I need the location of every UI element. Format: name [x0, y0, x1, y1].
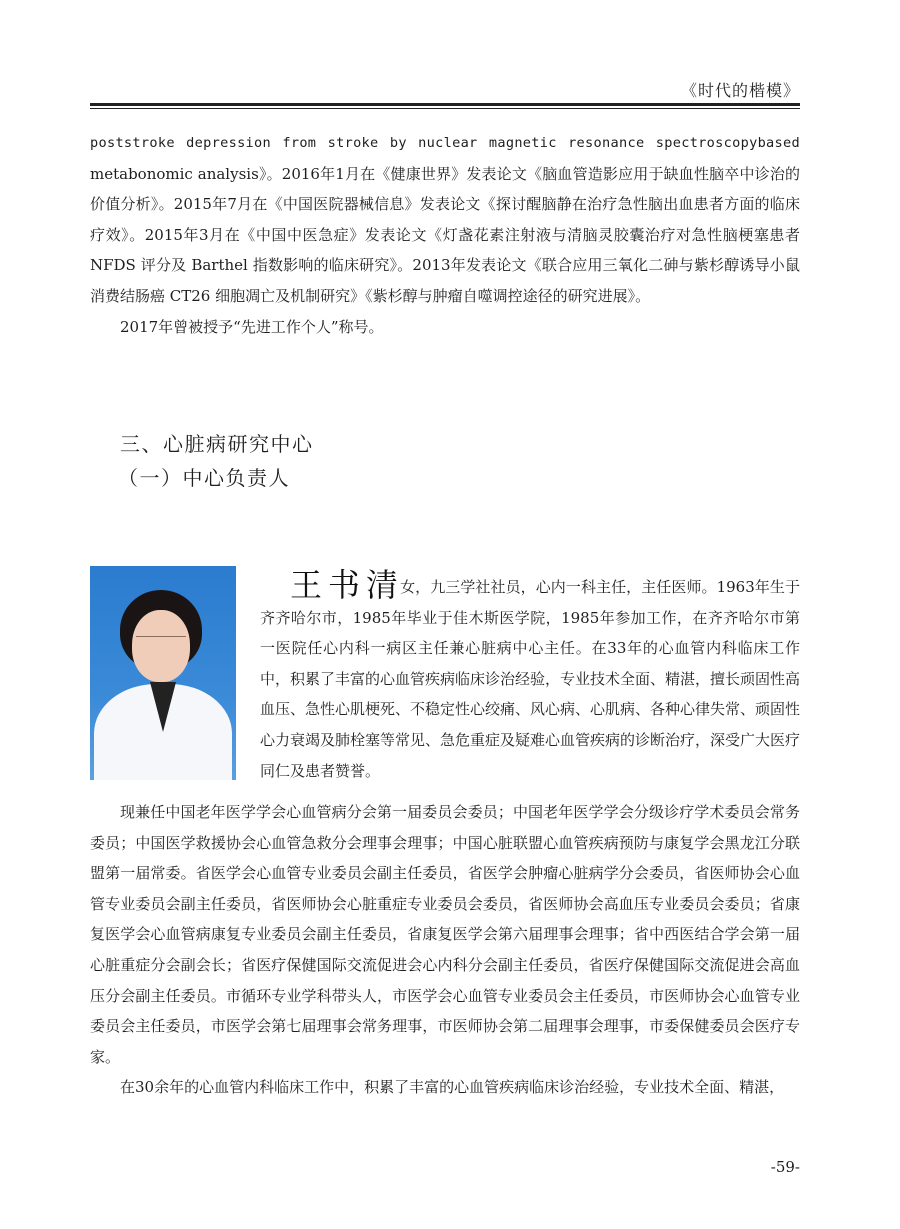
profile-intro: [260, 572, 800, 786]
section-subheading: （一）中心负责人: [118, 466, 290, 490]
portrait-photo: [90, 566, 236, 780]
profile-intro-text: 女，九三学社社员，心内一科主任，主任医师。1963年生于齐齐哈尔市，1985年毕业于佳木斯医学院，1985年参加工作，在齐齐哈尔市第一医院任心内科一病区主任兼心脏病中心主任。在33年的心血管内科临床工作中，积累了丰富的心血管疾病临床诊治经验，专业技术全面、精湛，擅长顽固性高血压、急性心肌梗死、不稳定性心绞痛、风心病、心肌病、各种心律失常、顽固性心力衰竭及肺栓塞等常见、急危重症及疑难心血管疾病的诊断治疗，深受广大医疗同仁及患者赞誉。: [260, 578, 801, 780]
roles-paragraph: 现兼任中国老年医学学会心血管病分会第一届委员会委员；中国老年医学学会分级诊疗学术委员会常务委员；中国医学救援协会心血管急救分会理事会理事；中国心脏联盟心血管疾病预防与康复学会黑龙江分联盟第一届常委。省医学会心血管专业委员会副主任委员，省医学会肿瘤心脏病学分会委员，省医师协会心血管专业委员会副主任委员，省医师协会心脏重症专业委员会委员，省医师协会高血压专业委员会委员；省康复医学会心血管病康复专业委员会副主任委员，省康复医学会第六届理事会理事；省中西医结合学会第一届心脏重症分会副会长；省医疗保健国际交流促进会心内科分会副主任委员，省医疗保健国际交流促进会高血压分会副主任委员。市循环专业学科带头人，市医学会心血管专业委员会主任委员，市医师协会心血管专业委员会主任委员，市医学会第七届理事会常务理事，市医师协会第二届理事会理事，市委保健委员会医疗专家。: [90, 803, 800, 1066]
portrait-glasses: [136, 636, 186, 649]
profile-name: 王书清: [290, 566, 405, 604]
profile-details: [90, 797, 800, 1103]
intro-paragraph: metabonomic analysis》。2016年1月在《健康世界》发表论文《脑血管造影应用于缺血性脑卒中诊治的价值分析》。2015年7月在《中国医院器械信息》发表论文《探讨醒脑静在治疗急性脑出血患者方面的临床疗效》。2015年3月在《中国中医急症》发表论文《灯盏花素注射液与清脑灵胶囊治疗对急性脑梗塞患者 NFDS 评分及 Barthel 指数影响的临床研究》。2013年发表论文《联合应用三氧化二砷与紫杉醇诱导小鼠消费结肠癌 CT26 细胞凋亡及机制研究》《紫杉醇与肿瘤自噬调控途径的研究进展》。: [90, 164, 800, 305]
experience-paragraph: 在30余年的心血管内科临床工作中，积累了丰富的心血管疾病临床诊治经验，专业技术全面、精湛，: [120, 1078, 785, 1097]
intro-block: [90, 128, 800, 342]
header-rule-thin: [90, 108, 800, 109]
section-heading: 三、心脏病研究中心: [120, 432, 314, 456]
page-number: -59-: [770, 1158, 800, 1176]
running-header-title: 《时代的楷模》: [680, 81, 800, 100]
header-rule-thick: [90, 103, 800, 106]
intro-english-line: poststroke depression from stroke by nuclear magnetic resonance spectroscopybased: [90, 135, 800, 151]
award-paragraph: 2017年曾被授予“先进工作个人”称号。: [120, 317, 384, 336]
